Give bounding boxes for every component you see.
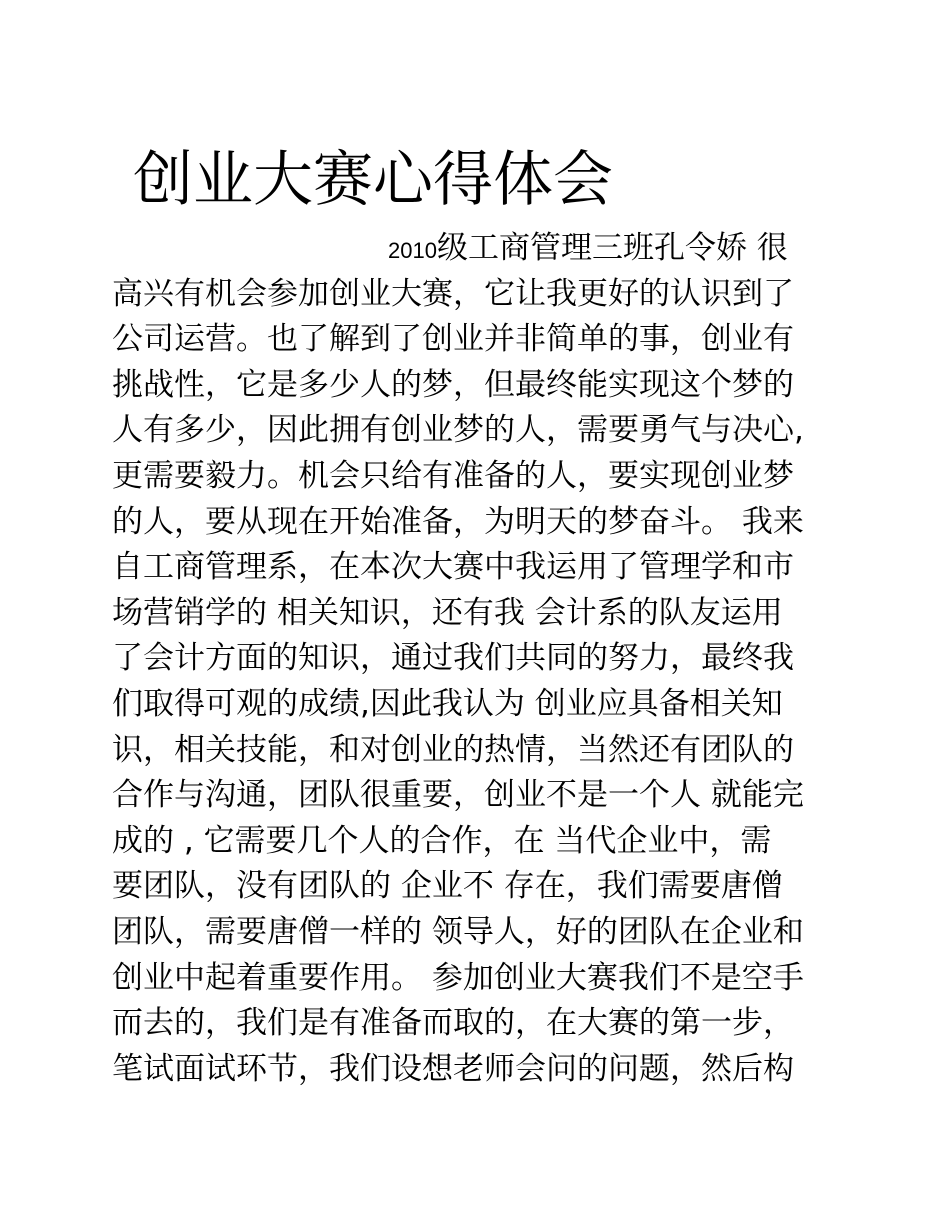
text-line: 而去的，我们是有准备而取的，在大赛的第一步，: [112, 1005, 794, 1042]
text-line: 更需要毅力。机会只给有准备的人，要实现创业梦: [112, 457, 794, 494]
byline-line: [112, 226, 852, 272]
text-line: 合作与沟通，团队很重要，创业不是一个人 就能完: [112, 777, 804, 814]
text-line: 高兴有机会参加创业大赛，它让我更好的认识到了: [112, 275, 794, 312]
text-line: 创业中起着重要作用。 参加创业大赛我们不是空手: [112, 959, 804, 996]
text-line: 的人，要从现在开始准备，为明天的梦奋斗。 我来: [112, 503, 804, 540]
text-line: 笔试面试环节，我们设想老师会问的问题，然后构: [112, 1050, 794, 1087]
byline-year: 2010: [388, 238, 437, 263]
text-line: 了会计方面的知识，通过我们共同的努力，最终我: [112, 640, 794, 677]
text-line: 自工商管理系，在本次大赛中我运用了管理学和市: [112, 549, 794, 586]
text-line: 团队，需要唐僧一样的 领导人，好的团队在企业和: [112, 913, 804, 950]
text-line: 场营销学的 相关知识，还有我 会计系的队友运用: [112, 594, 783, 631]
text-line: 要团队，没有团队的 企业不 存在，我们需要唐僧: [112, 868, 783, 905]
document-title: 创业大赛心得体会: [133, 145, 613, 215]
text-line: 识，相关技能，和对创业的热情，当然还有团队的: [112, 731, 794, 768]
text-line: 们取得可观的成绩,因此我认为 创业应具备相关知: [112, 685, 783, 722]
text-line: 挑战性，它是多少人的梦，但最终能实现这个梦的: [112, 366, 794, 403]
document-body: [112, 226, 852, 1092]
text-line: 公司运营。也了解到了创业并非简单的事，创业有: [112, 321, 794, 358]
text-line: 人有多少，因此拥有创业梦的人，需要勇气与决心,: [112, 412, 804, 449]
byline-text: 级工商管理三班孔令娇 很: [436, 230, 788, 266]
text-line: 成的 , 它需要几个人的合作，在 当代企业中，需: [112, 822, 772, 859]
